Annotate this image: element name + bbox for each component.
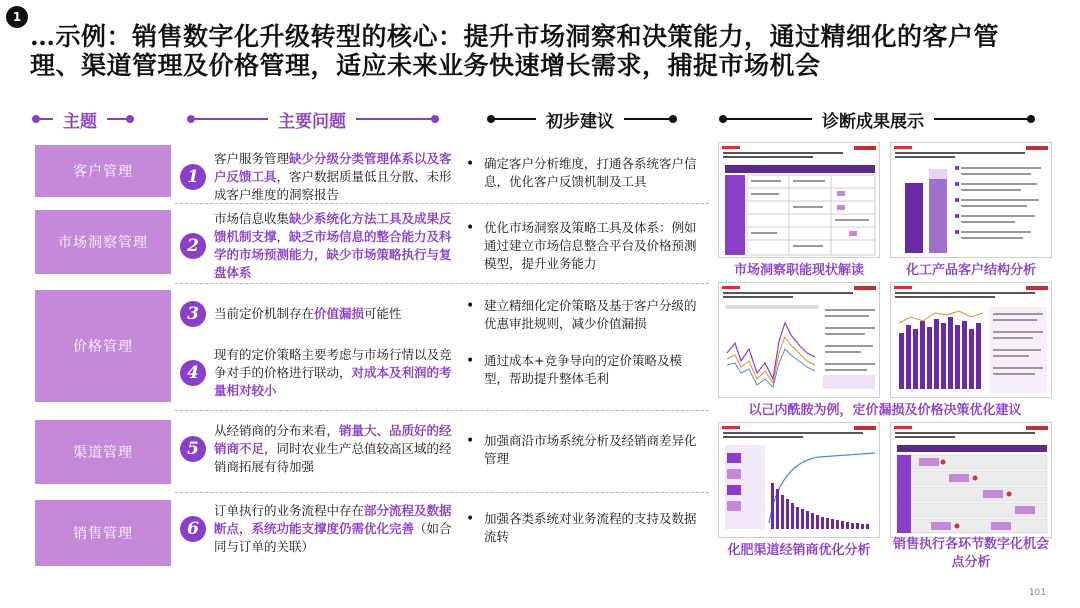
suggestion-text: 加强各类系统对业务流程的支持及数据流转 bbox=[484, 511, 697, 544]
topic-customer: 客户管理 bbox=[35, 145, 171, 197]
header-suggestions bbox=[490, 105, 710, 133]
header-topic bbox=[35, 105, 175, 133]
caption-chem-customers: 化工产品客户结构分析 bbox=[905, 263, 1036, 278]
issue-text: 市场信息收集缺少系统化方法工具及成果反馈机制支撑，缺乏市场信息的整合能力及科学的市场预测能力，缺少市场策略执行与复盘体系 bbox=[214, 211, 452, 280]
header-issues-label: 主要问题 bbox=[278, 111, 346, 132]
page-number: 101 bbox=[1028, 588, 1046, 598]
suggestion-text: 通过成本+竞争导向的定价策略及模型，帮助提升整体毛利 bbox=[484, 353, 682, 386]
step-badge: 1 bbox=[6, 6, 28, 28]
issue-number: 1 bbox=[180, 164, 206, 190]
topic-sales: 销售管理 bbox=[35, 500, 171, 566]
thumbnail-price-bars bbox=[890, 282, 1052, 398]
header-line bbox=[107, 118, 131, 120]
thumbnail-price-lines bbox=[718, 282, 880, 398]
topic-channel: 渠道管理 bbox=[35, 420, 171, 484]
issue-number: 2 bbox=[180, 233, 206, 259]
issue-item bbox=[180, 210, 462, 282]
issue-number: 3 bbox=[180, 301, 206, 327]
header-suggestions-label: 初步建议 bbox=[546, 111, 614, 132]
row-divider bbox=[175, 283, 709, 284]
suggestion-item: • 优化市场洞察及策略工具及体系：例如通过建立市场信息整合平台及价格预测模型，提升业务能力 bbox=[466, 219, 706, 273]
header-diagnosis-label: 诊断成果展示 bbox=[822, 111, 924, 132]
caption-pricing: 以己内酰胺为例，定价漏损及价格决策优化建议 bbox=[748, 403, 1022, 418]
caption-market-insight: 市场洞察职能现状解读 bbox=[733, 263, 864, 278]
suggestion-item: • 建立精细化定价策略及基于客户分级的优惠审批规则，减少价值漏损 bbox=[466, 297, 706, 333]
suggestion-item: • 通过成本+竞争导向的定价策略及模型，帮助提升整体毛利 bbox=[466, 352, 706, 388]
issue-item bbox=[180, 346, 462, 400]
header-issues bbox=[190, 105, 460, 133]
header-line bbox=[490, 118, 536, 120]
page-title: …示例：销售数字化升级转型的核心：提升市场洞察和决策能力，通过精细化的客户管理、渠道管理及价格管理，适应未来业务快速增长需求，捕捉市场机会 bbox=[30, 22, 1000, 80]
issue-text: 现有的定价策略主要考虑与市场行情以及竞争对手的价格进行联动，对成本及利润的考量相对较小 bbox=[214, 347, 452, 398]
header-line bbox=[190, 118, 268, 120]
topic-pricing: 价格管理 bbox=[35, 290, 171, 402]
suggestion-text: 优化市场洞察及策略工具及体系：例如通过建立市场信息整合平台及价格预测模型，提升业务能力 bbox=[484, 220, 697, 271]
issue-item bbox=[180, 301, 462, 327]
suggestion-text: 确定客户分析维度，打通各系统客户信息，优化客户反馈机制及工具 bbox=[484, 156, 697, 189]
suggestion-item: • 加强各类系统对业务流程的支持及数据流转 bbox=[466, 510, 706, 546]
issue-item bbox=[180, 150, 462, 204]
issue-text: 从经销商的分布来看，销量大、品质好的经销商不足，同时农业生产总值较高区域的经销商拓展有待加强 bbox=[214, 423, 452, 474]
issue-item bbox=[180, 502, 462, 556]
suggestion-item: • 确定客户分析维度，打通各系统客户信息，优化客户反馈机制及工具 bbox=[466, 155, 706, 191]
header-line bbox=[722, 118, 812, 120]
thumbnail-market-insight bbox=[718, 142, 880, 258]
issue-number: 6 bbox=[180, 516, 206, 542]
header-line bbox=[934, 118, 1032, 120]
issue-text: 当前定价机制存在价值漏损可能性 bbox=[214, 306, 402, 321]
issue-text: 订单执行的业务流程中存在部分流程及数据断点，系统功能支撑度仍需优化完善（如合同与订单的关联） bbox=[214, 503, 452, 554]
caption-sales-execution: 销售执行各环节数字化机会点分析 bbox=[892, 537, 1049, 570]
header-diagnosis bbox=[722, 105, 1048, 133]
header-topic-label: 主题 bbox=[63, 111, 97, 132]
issue-number: 4 bbox=[180, 360, 206, 386]
header-line bbox=[35, 118, 53, 120]
thumbnail-fertilizer-dealers bbox=[718, 422, 880, 538]
topic-market-insight: 市场洞察管理 bbox=[35, 210, 171, 274]
issue-item bbox=[180, 422, 462, 476]
thumbnail-chem-customers bbox=[890, 142, 1052, 258]
issue-number: 5 bbox=[180, 436, 206, 462]
row-divider bbox=[175, 492, 709, 493]
header-line bbox=[356, 118, 436, 120]
suggestion-text: 建立精细化定价策略及基于客户分级的优惠审批规则，减少价值漏损 bbox=[484, 298, 697, 331]
suggestion-item: • 加强商沿市场系统分析及经销商差异化管理 bbox=[466, 432, 706, 468]
thumbnail-sales-execution bbox=[890, 422, 1052, 538]
caption-fertilizer-dealers: 化肥渠道经销商优化分析 bbox=[727, 543, 871, 558]
header-line bbox=[624, 118, 674, 120]
issue-text: 客户服务管理缺少分级分类管理体系以及客户反馈工具，客户数据质量低且分散、未形成客户维度的洞察报告 bbox=[214, 151, 452, 202]
row-divider bbox=[175, 410, 709, 411]
suggestion-text: 加强商沿市场系统分析及经销商差异化管理 bbox=[484, 433, 697, 466]
